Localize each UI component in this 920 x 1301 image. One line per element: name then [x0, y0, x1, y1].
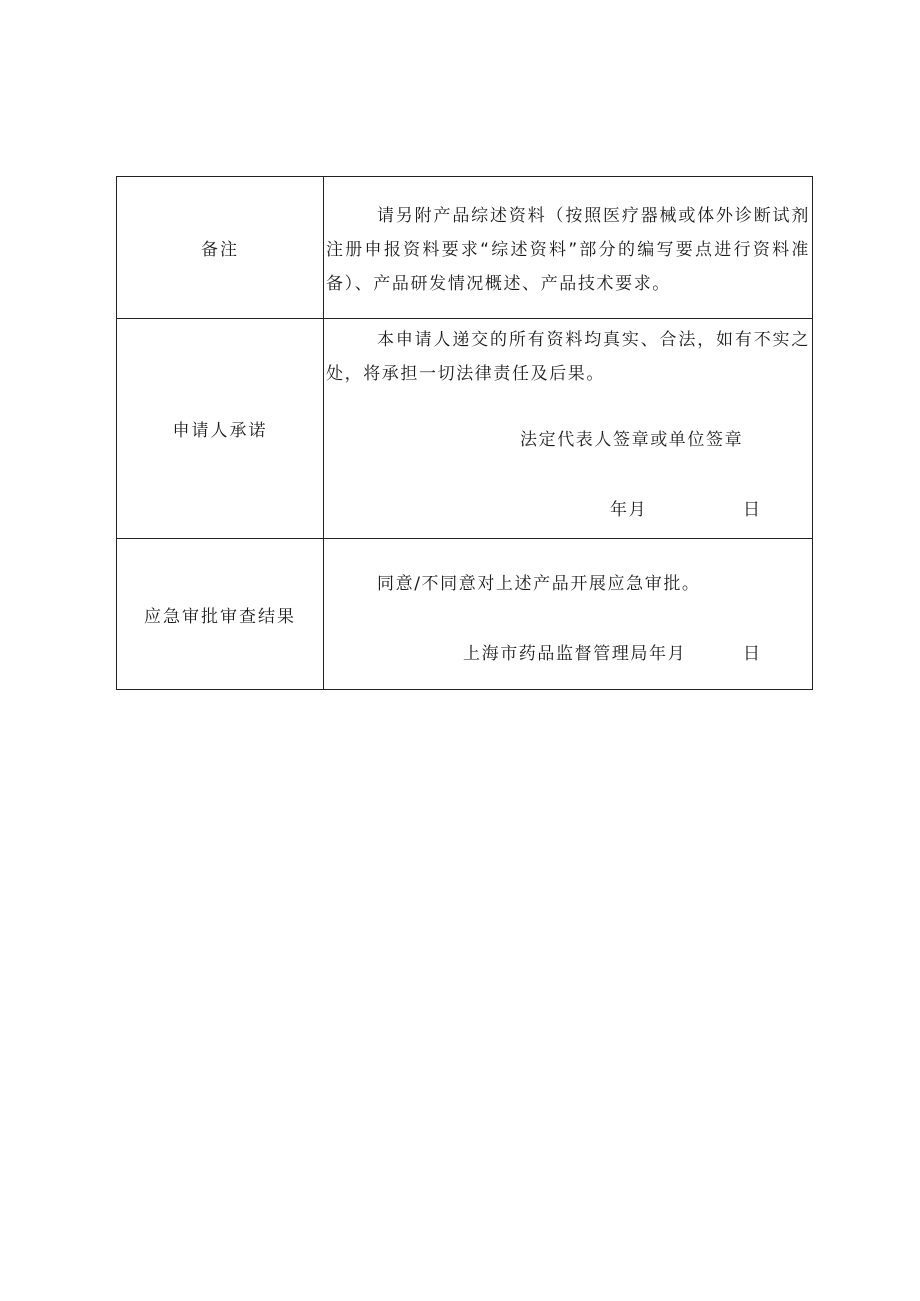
review-day: 日	[743, 644, 762, 664]
emergency-review-text: 同意/不同意对上述产品开展应急审批。	[377, 574, 701, 594]
signature-line	[326, 423, 810, 457]
applicant-commitment-cell	[324, 319, 813, 539]
commitment-year-month: 年月	[610, 500, 648, 520]
remarks-label: 备注	[117, 177, 324, 319]
authority-name: 上海市药品监督管理局年月	[463, 644, 687, 664]
emergency-review-cell	[324, 539, 813, 690]
commitment-day: 日	[743, 500, 762, 520]
signature-label: 法定代表人签章或单位签章	[520, 430, 744, 450]
remarks-text: 请另附产品综述资料（按照医疗器械或体外诊断试剂注册申报资料要求“综述资料”部分的编写要点进行资料准备）、产品研发情况概述、产品技术要求。	[326, 206, 810, 294]
emergency-review-label: 应急审批审查结果	[117, 539, 324, 690]
remarks-content-cell	[324, 177, 813, 319]
applicant-commitment-row	[117, 319, 813, 539]
authority-line	[326, 637, 810, 671]
commitment-date-line	[326, 493, 810, 527]
emergency-review-row	[117, 539, 813, 690]
applicant-commitment-label: 申请人承诺	[117, 319, 324, 539]
application-form-table	[116, 176, 813, 690]
commitment-text: 本申请人递交的所有资料均真实、合法，如有不实之处，将承担一切法律责任及后果。	[326, 330, 810, 384]
remarks-row	[117, 177, 813, 319]
